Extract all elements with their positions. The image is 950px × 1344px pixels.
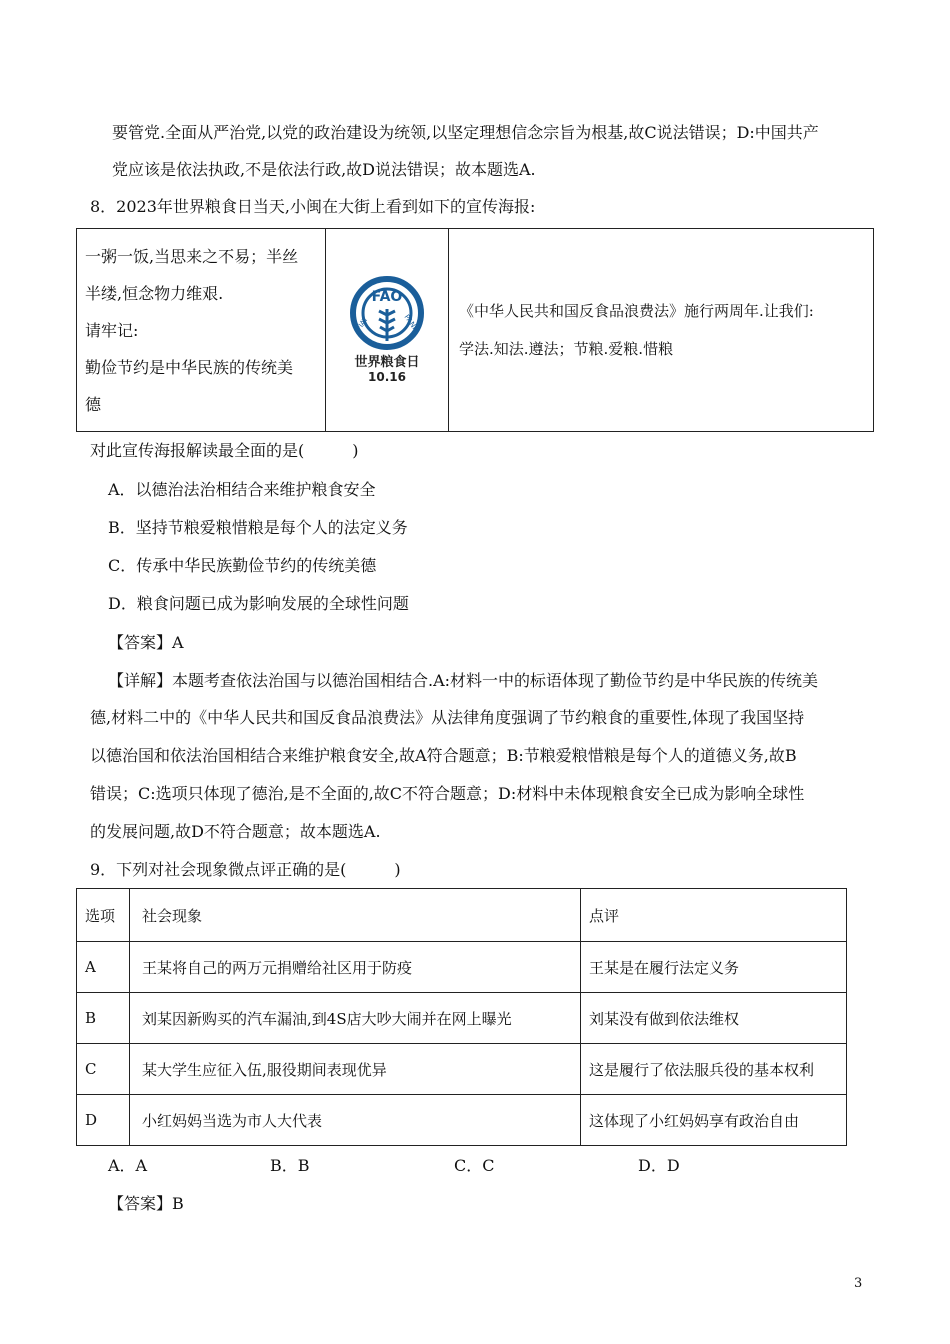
- q9-stem: 9．下列对社会现象微点评正确的是( ): [90, 860, 401, 879]
- q8-option-b: B．坚持节粮爱粮惜粮是每个人的法定义务: [108, 518, 408, 537]
- row-comment: 刘某没有做到依法维权: [581, 993, 847, 1044]
- fao-fiat: FIAT: [354, 315, 370, 333]
- q9-choice-c: C．C: [454, 1156, 495, 1175]
- q9-choice-a: A．A: [108, 1156, 148, 1175]
- row-option: A: [77, 942, 130, 993]
- table-row: [77, 1044, 847, 1095]
- q8-option-a: A．以德治法治相结合来维护粮食安全: [108, 480, 376, 499]
- q8-question: 对此宣传海报解读最全面的是( ): [90, 441, 359, 460]
- q8-explain-line-4: 错误；C:选项只体现了德治,是不全面的,故C不符合题意；D:材料中未体现粮食安全已成为影响全球性: [90, 784, 805, 803]
- prev-explain-line-1: 要管党.全面从严治党,以党的政治建设为统领,以坚定理想信念宗旨为根基,故C说法错误；D:中国共产: [112, 123, 819, 142]
- poster-left-line-3: 请牢记:: [85, 320, 139, 340]
- q9-table: [76, 888, 847, 1146]
- q9-choice-b: B．B: [270, 1156, 310, 1175]
- row-phenomenon: 王某将自己的两万元捐赠给社区用于防疫: [130, 942, 581, 993]
- poster-left-cell: [77, 229, 326, 432]
- q9-choice-d: D．D: [638, 1156, 680, 1175]
- logo-caption: 世界粮食日: [354, 355, 420, 370]
- q8-option-c: C．传承中华民族勤俭节约的传统美德: [108, 556, 377, 575]
- q8-explain-line-1: 【详解】本题考查依法治国与以德治国相结合.A:材料一中的标语体现了勤俭节约是中华民族的传统美: [108, 671, 819, 690]
- row-comment: 这体现了小红妈妈享有政治自由: [581, 1095, 847, 1146]
- table-row: [77, 942, 847, 993]
- poster-left-line-5: 德: [85, 394, 102, 414]
- fao-panis: PANIS: [402, 313, 421, 335]
- poster-table: [76, 228, 874, 432]
- header-option: 选项: [77, 889, 130, 942]
- poster-right-line-2: 学法.知法.遵法；节粮.爱粮.惜粮: [459, 340, 674, 358]
- fao-logo: [342, 275, 432, 385]
- table-row: [77, 993, 847, 1044]
- poster-right-line-1: 《中华人民共和国反食品浪费法》施行两周年.让我们:: [459, 302, 814, 320]
- header-comment: 点评: [581, 889, 847, 942]
- q8-explain-line-2: 德,材料二中的《中华人民共和国反食品浪费法》从法律角度强调了节约粮食的重要性,体现了我国坚持: [90, 708, 805, 727]
- row-comment: 这是履行了依法服兵役的基本权利: [581, 1044, 847, 1095]
- q8-explain-line-3: 以德治国和依法治国相结合来维护粮食安全,故A符合题意；B:节粮爱粮惜粮是每个人的道德义务,故B: [90, 746, 797, 765]
- q8-option-d: D．粮食问题已成为影响发展的全球性问题: [108, 594, 409, 613]
- poster-left-line-1: 一粥一饭,当思来之不易；半丝: [85, 246, 299, 266]
- table-row: [77, 1095, 847, 1146]
- page-number: 3: [854, 1276, 863, 1291]
- row-phenomenon: 小红妈妈当选为市人大代表: [130, 1095, 581, 1146]
- q9-answer: 【答案】B: [108, 1194, 184, 1213]
- poster-left-line-4: 勤俭节约是中华民族的传统美: [85, 357, 294, 377]
- q8-explain-line-5: 的发展问题,故D不符合题意；故本题选A.: [90, 822, 381, 841]
- poster-right-cell: [449, 229, 874, 432]
- poster-logo-cell: [326, 229, 449, 432]
- row-comment: 王某是在履行法定义务: [581, 942, 847, 993]
- q8-answer: 【答案】A: [108, 633, 184, 652]
- q8-stem: 8．2023年世界粮食日当天,小闽在大街上看到如下的宣传海报:: [90, 197, 536, 216]
- fao-letters: FAO: [371, 289, 403, 305]
- logo-date: 10.16: [368, 370, 406, 384]
- table-header-row: [77, 889, 847, 942]
- header-phenomenon: 社会现象: [130, 889, 581, 942]
- prev-explain-line-2: 党应该是依法执政,不是依法行政,故D说法错误；故本题选A.: [112, 160, 536, 179]
- row-option: B: [77, 993, 130, 1044]
- row-option: D: [77, 1095, 130, 1146]
- row-phenomenon: 刘某因新购买的汽车漏油,到4S店大吵大闹并在网上曝光: [130, 993, 581, 1044]
- row-option: C: [77, 1044, 130, 1095]
- row-phenomenon: 某大学生应征入伍,服役期间表现优异: [130, 1044, 581, 1095]
- poster-left-line-2: 半缕,恒念物力维艰.: [85, 283, 224, 303]
